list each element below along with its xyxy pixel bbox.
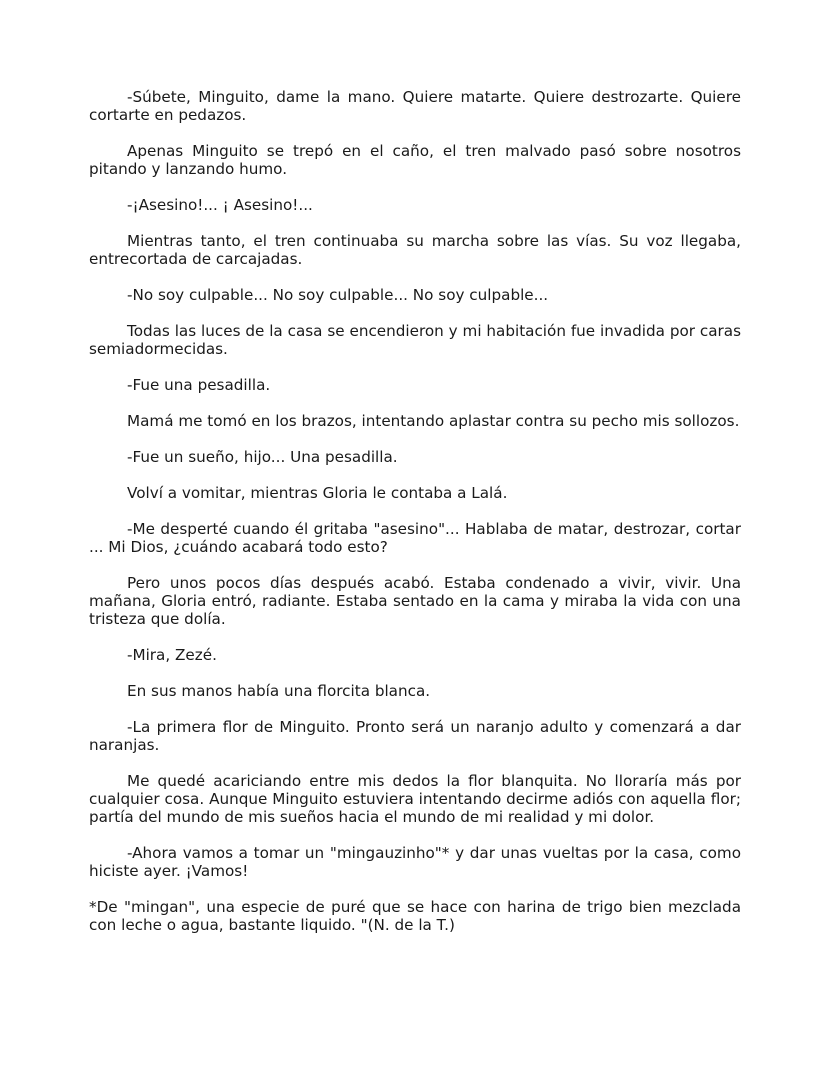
paragraph: -Súbete, Minguito, dame la mano. Quiere matarte. Quiere destrozarte. Quiere cortarte en pedazos. (89, 88, 741, 124)
footnote: *De "mingan", una especie de puré que se hace con harina de trigo bien mezclada con leche o agua, bastante liquido. "(N. de la T.) (89, 898, 741, 934)
paragraph: -Fue un sueño, hijo... Una pesadilla. (127, 448, 398, 466)
paragraph: Todas las luces de la casa se encendieron y mi habitación fue invadida por caras semiadormecidas. (89, 322, 741, 358)
paragraph: -Mira, Zezé. (127, 646, 217, 664)
paragraph: -La primera flor de Minguito. Pronto será un naranjo adulto y comenzará a dar naranjas. (89, 718, 741, 754)
paragraph: -No soy culpable... No soy culpable... No soy culpable... (127, 286, 549, 304)
paragraph: Mamá me tomó en los brazos, intentando aplastar contra su pecho mis sollozos. (127, 412, 740, 430)
paragraph: Me quedé acariciando entre mis dedos la flor blanquita. No lloraría más por cualquier cosa. Aunque Minguito estuviera intentando decirme adiós con aquella flor; partía del mundo de mis sueños hacia el mundo de mi realidad y mi dolor. (89, 772, 741, 826)
paragraph: Volví a vomitar, mientras Gloria le contaba a Lalá. (127, 484, 508, 502)
paragraph: En sus manos había una florcita blanca. (127, 682, 431, 700)
paragraph: Pero unos pocos días después acabó. Estaba condenado a vivir, vivir. Una mañana, Gloria entró, radiante. Estaba sentado en la cama y miraba la vida con una tristeza que dolía. (89, 574, 741, 628)
paragraph: -Fue una pesadilla. (127, 376, 271, 394)
paragraph: -Me desperté cuando él gritaba "asesino"... Hablaba de matar, destrozar, cortar ... Mi Dios, ¿cuándo acabará todo esto? (89, 520, 741, 556)
document-page (89, 88, 741, 952)
paragraph: Mientras tanto, el tren continuaba su marcha sobre las vías. Su voz llegaba, entrecortada de carcajadas. (89, 232, 741, 268)
paragraph: -Ahora vamos a tomar un "mingauzinho"* y dar unas vueltas por la casa, como hiciste ayer. ¡Vamos! (89, 844, 741, 880)
paragraph: -¡Asesino!... ¡ Asesino!... (127, 196, 313, 214)
paragraph: Apenas Minguito se trepó en el caño, el tren malvado pasó sobre nosotros pitando y lanzando humo. (89, 142, 741, 178)
